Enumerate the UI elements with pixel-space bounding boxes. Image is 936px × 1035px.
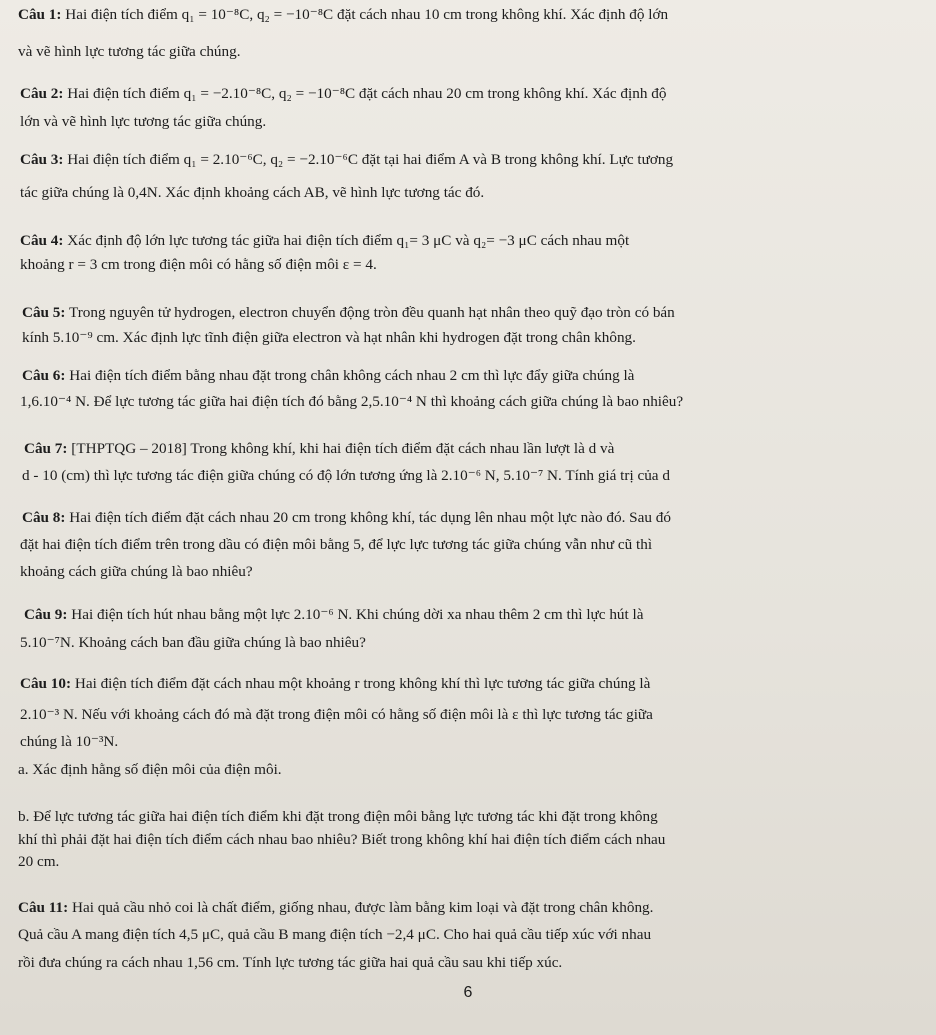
question-7-label: Câu 7: [24, 440, 68, 457]
question-7-line-1: Câu 7: [THPTQG – 2018] Trong không khí, khi hai điện tích điểm đặt cách nhau lần lượt là d và [24, 440, 615, 457]
question-11-line-2: Quả cầu A mang điện tích 4,5 μC, quả cầu B mang điện tích −2,4 μC. Cho hai quả cầu tiếp xúc với nhau [18, 926, 652, 943]
question-6-line-2: 1,6.10⁻⁴ N. Để lực tương tác giữa hai điện tích đó bằng 2,5.10⁻⁴ N thì khoảng cách giữa chúng là bao nhiêu? [20, 393, 684, 410]
question-10-line-1: Câu 10: Hai điện tích điểm đặt cách nhau một khoảng r trong không khí thì lực tương tác giữa chúng là [20, 675, 651, 692]
question-2-line-1: Câu 2: Hai điện tích điểm q₁ = −2.10⁻⁸C, q₂ = −10⁻⁸C đặt cách nhau 20 cm trong không khí. Xác định độ [20, 85, 667, 102]
question-10-part-b-line-3: 20 cm. [18, 853, 60, 870]
question-11-line-1: Câu 11: Hai quả cầu nhỏ coi là chất điểm, giống nhau, được làm bằng kim loại và đặt trong chân không. [18, 899, 654, 916]
question-10-part-b-line-1: b. Để lực tương tác giữa hai điện tích điểm khi đặt trong điện môi bằng lực tương tác khi đặt trong không [18, 808, 658, 825]
question-8-line-3: khoảng cách giữa chúng là bao nhiêu? [20, 563, 253, 580]
question-10-line-3: chúng là 10⁻³N. [20, 733, 119, 750]
question-1-line-2: và vẽ hình lực tương tác giữa chúng. [18, 43, 241, 60]
question-2-line-2: lớn và vẽ hình lực tương tác giữa chúng. [20, 113, 267, 130]
question-6-label: Câu 6: [22, 367, 66, 384]
question-11-line-3: rồi đưa chúng ra cách nhau 1,56 cm. Tính lực tương tác giữa hai quả cầu sau khi tiếp xúc. [18, 954, 563, 971]
question-1-label: Câu 1: [18, 6, 62, 23]
question-3-line-1: Câu 3: Hai điện tích điểm q₁ = 2.10⁻⁶C, q₂ = −2.10⁻⁶C đặt tại hai điểm A và B trong không khí. Lực tương [20, 151, 674, 168]
question-4-label: Câu 4: [20, 232, 64, 249]
question-1-line-1: Câu 1: Hai điện tích điểm q₁ = 10⁻⁸C, q₂ = −10⁻⁸C đặt cách nhau 10 cm trong không khí. Xác định độ lớn [18, 6, 669, 23]
question-5-line-2: kính 5.10⁻⁹ cm. Xác định lực tĩnh điện giữa electron và hạt nhân khi hydrogen đặt trong chân không. [22, 329, 636, 346]
question-8-line-1: Câu 8: Hai điện tích điểm đặt cách nhau 20 cm trong không khí, tác dụng lên nhau một lực nào đó. Sau đó [22, 509, 671, 526]
question-10-label: Câu 10: [20, 675, 72, 692]
question-5-line-1: Câu 5: Trong nguyên tử hydrogen, electron chuyển động tròn đều quanh hạt nhân theo quỹ đạo tròn có bán [22, 304, 675, 321]
question-3-line-2: tác giữa chúng là 0,4N. Xác định khoảng cách AB, vẽ hình lực tương tác đó. [20, 184, 485, 201]
question-7-line-2: d - 10 (cm) thì lực tương tác điện giữa chúng có độ lớn tương ứng là 2.10⁻⁶ N, 5.10⁻⁷ N. Tính giá trị của d [22, 467, 670, 484]
question-10-part-a: a. Xác định hằng số điện môi của điện môi. [18, 761, 282, 778]
question-10-part-b-line-2: khí thì phải đặt hai điện tích điểm cách nhau bao nhiêu? Biết trong không khí hai điện tích điểm cách nhau [18, 831, 666, 848]
question-4-line-1: Câu 4: Xác định độ lớn lực tương tác giữa hai điện tích điểm q₁= 3 μC và q₂= −3 μC cách nhau một [20, 232, 630, 249]
question-11-label: Câu 11: [18, 899, 69, 916]
question-4-line-2: khoảng r = 3 cm trong điện môi có hằng số điện môi ε = 4. [20, 256, 377, 273]
question-10-line-2: 2.10⁻³ N. Nếu với khoảng cách đó mà đặt trong điện môi có hằng số điện môi là ε thì lực tương tác giữa [20, 706, 653, 723]
question-5-label: Câu 5: [22, 304, 66, 321]
question-9-label: Câu 9: [24, 606, 68, 623]
question-3-label: Câu 3: [20, 151, 64, 168]
question-2-label: Câu 2: [20, 85, 64, 102]
question-9-line-1: Câu 9: Hai điện tích hút nhau bằng một lực 2.10⁻⁶ N. Khi chúng dời xa nhau thêm 2 cm thì lực hút là [24, 606, 644, 623]
page-number: 6 [463, 984, 473, 1001]
question-8-label: Câu 8: [22, 509, 66, 526]
question-8-line-2: đặt hai điện tích điểm trên trong dầu có điện môi bằng 5, để lực lực tương tác giữa chúng vẫn như cũ thì [20, 536, 653, 553]
question-9-line-2: 5.10⁻⁷N. Khoảng cách ban đầu giữa chúng là bao nhiêu? [20, 634, 366, 651]
question-6-line-1: Câu 6: Hai điện tích điểm bằng nhau đặt trong chân không cách nhau 2 cm thì lực đẩy giữa chúng là [22, 367, 635, 384]
